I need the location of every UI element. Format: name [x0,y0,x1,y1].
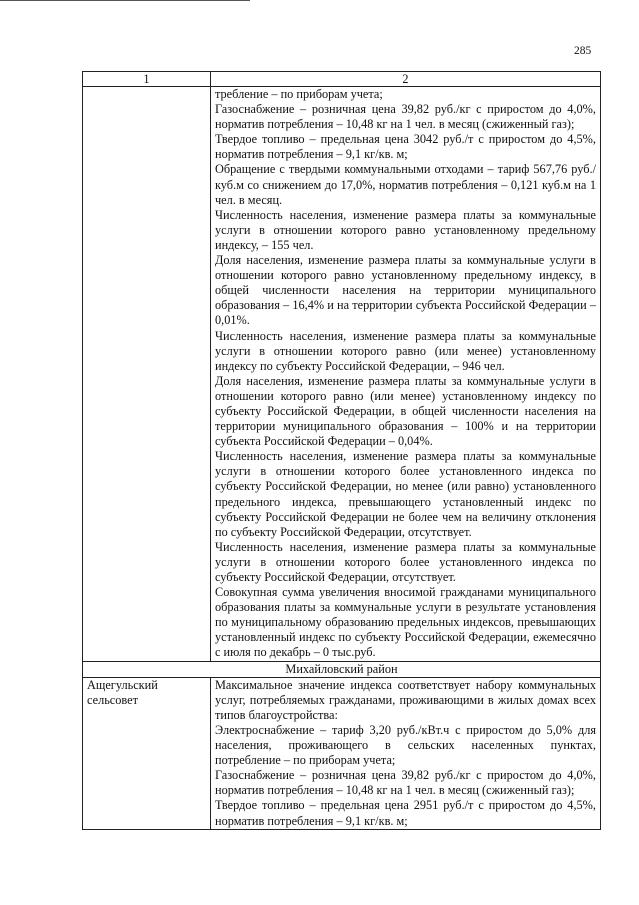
indicator-text-cell [211,677,601,829]
section-row [83,661,601,677]
paragraph: Твердое топливо – предельная цена 3042 руб./т с приростом до 4,5%, норматив потребления – 9,1 кг/кв. м; [215,132,596,162]
table-row [83,677,601,829]
paragraph: Газоснабжение – розничная цена 39,82 руб./кг с приростом до 4,0%, норматив потребления – 10,48 кг на 1 чел. в месяц (сжиженный газ); [215,768,596,798]
paragraph: Численность населения, изменение размера платы за коммунальные услуги в отношении которого более установленного индекса по субъекту Российской Федерации, но менее (или равно) установленного предельного индекса, превышающего установленный индекс по субъекту Российской Федерации не более чем на величину отклонения по субъекту Российской Федерации, отсутствует. [215,449,596,539]
paragraph: Численность населения, изменение размера платы за коммунальные услуги в отношении которого равно установленному предельному индексу, – 155 чел. [215,207,596,252]
paragraph: Твердое топливо – предельная цена 2951 руб./т с приростом до 4,5%, норматив потребления – 9,1 кг/кв. м; [215,798,596,828]
document-table [82,71,601,830]
column-header-1: 1 [83,72,211,87]
paragraph: требление – по приборам учета; [215,87,383,101]
paragraph: Максимальное значение индекса соответствует набору коммунальных услуг, потребляемых гражданами, проживающими в жилых домах всех типов благоустройства: [215,677,596,722]
paragraph: Газоснабжение – розничная цена 39,82 руб./кг с приростом до 4,0%, норматив потребления – 10,48 кг на 1 чел. в месяц (сжиженный газ); [215,102,596,132]
table-row [83,87,601,662]
table-header-row [83,72,601,87]
scan-edge-line [0,0,250,5]
paragraph: Численность населения, изменение размера платы за коммунальные услуги в отношении которого более установленного индекса по субъекту Российской Федерации, отсутствует. [215,539,596,584]
column-header-2: 2 [211,72,601,87]
district-section-title: Михайловский район [83,661,601,677]
paragraph: Доля населения, изменение размера платы за коммунальные услуги в отношении которого равно (или менее) установленному индексу по субъекту Российской Федерации, в общей численности населения на территории муниципального образования – 100% и на территории субъекта Российской Федерации – 0,04%. [215,373,596,449]
page-number: 285 [574,45,592,57]
paragraph: Электроснабжение – тариф 3,20 руб./кВт.ч с приростом до 5,0% для населения, проживающего в сельских населенных пунктах, потребление – по приборам учета; [215,722,596,768]
indicator-text-cell [211,87,601,662]
locality-cell-empty [83,87,211,662]
locality-name: Ащегульский сельсовет [83,677,211,829]
paragraph: Обращение с твердыми коммунальными отходами – тариф 567,76 руб./куб.м со снижением до 17,0%, норматив потребления – 0,121 куб.м на 1 чел. в месяц. [215,162,596,207]
paragraph: Численность населения, изменение размера платы за коммунальные услуги в отношении которого равно (или менее) установленному индексу по субъекту Российской Федерации, – 946 чел. [215,328,596,373]
paragraph: Совокупная сумма увеличения вносимой гражданами муниципального образования платы за коммунальные услуги в результате установления по муниципальному образованию предельных индексов, превышающих установленный индекс по субъекту Российской Федерации, ежемесячно с июля по декабрь – 0 тыс.руб. [215,585,596,660]
paragraph: Доля населения, изменение размера платы за коммунальные услуги в отношении которого равно установленному предельному индексу, в общей численности населения на территории муниципального образования – 16,4% и на территории субъекта Российской Федерации – 0,01%. [215,253,596,328]
